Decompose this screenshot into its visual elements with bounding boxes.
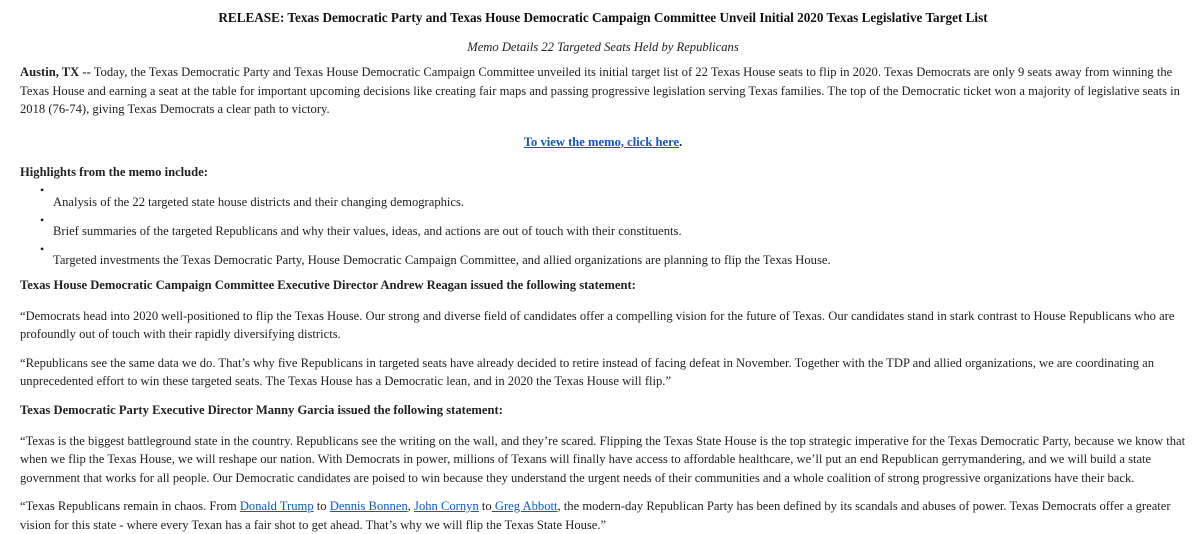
quote-text: to — [313, 499, 330, 513]
dateline: Austin, TX -- — [20, 65, 91, 79]
memo-link-row — [20, 119, 1186, 151]
bullet-icon: • — [40, 182, 45, 197]
lead-text: Today, the Texas Democratic Party and Texas House Democratic Campaign Committee unveiled its initial target list of 22 Texas House seats to flip in 2020. Texas Democrats are only 9 seats away from winning the Texas House and earning a seat at the table for important upcoming decisions like creating fair maps and passing progressive legislation serving Texas families. The top of the Democratic ticket won a majority of legislative seats in 2018 (76-74), giving Texas Democrats a clear path to victory. — [20, 65, 1180, 116]
reagan-quote-2: “Republicans see the same data we do. That’s why five Republicans in targeted seats have already decided to retire instead of facing defeat in November. Together with the TDP and allied organizations, we are coordinating an unprecedented effort to win these targeted seats. The Texas House has a Democratic lean, and in 2020 the Texas House will flip.” — [20, 355, 1155, 388]
highlights-heading: Highlights from the memo include: — [20, 164, 208, 179]
release-title: RELEASE: Texas Democratic Party and Texas House Democratic Campaign Committee Unveil Initial 2020 Texas Legislative Target List — [218, 10, 988, 25]
quote-text: “Texas Republicans remain in chaos. From — [20, 499, 240, 513]
reagan-statement-heading: Texas House Democratic Campaign Committee Executive Director Andrew Reagan issued the following statement: — [20, 277, 636, 292]
bullet-icon: • — [40, 212, 45, 227]
reagan-quote-1: “Democrats head into 2020 well-positioned to flip the Texas House. Our strong and diverse field of candidates offer a compelling vision for the future of Texas. Our candidates stand in stark contrast to House Republicans who are profoundly out of touch with their rapidly diversifying districts. — [20, 308, 1175, 341]
memo-link[interactable]: To view the memo, click here — [523, 134, 680, 149]
highlights-list — [20, 181, 1186, 269]
quote-text: , the modern-day Republican Party has been defined by its scandals and abuses of power. Texas Democrats offer a greater vision for this state - where every Texan has a fair shot to get ahead. That’s why we will flip the Texas State House.” — [20, 499, 1171, 532]
list-item — [40, 181, 1186, 211]
dennis-bonnen-link[interactable]: Dennis Bonnen — [329, 499, 408, 513]
list-item-text: Brief summaries of the targeted Republicans and why their values, ideas, and actions are out of touch with their constituents. — [53, 223, 682, 238]
greg-abbott-link[interactable]: Greg Abbott — [491, 499, 558, 513]
release-subtitle: Memo Details 22 Targeted Seats Held by Republicans — [467, 40, 739, 54]
memo-link-period: . — [679, 134, 683, 149]
bullet-icon: • — [40, 241, 45, 256]
list-item — [40, 211, 1186, 240]
donald-trump-link[interactable]: Donald Trump — [239, 499, 314, 513]
list-item-text: Targeted investments the Texas Democratic Party, House Democratic Campaign Committee, and allied organizations are planning to flip the Texas House. — [53, 252, 831, 267]
garcia-quote-1: “Texas is the biggest battleground state in the country. Republicans see the writing on the wall, and they’re scared. Flipping the Texas State House is the top strategic imperative for the Texas Democratic Party, because we know that when we flip the Texas House, we will reshape our nation. With Democrats in power, millions of Texans will finally have access to affordable healthcare, we’ll put an end Republican gerrymandering, and we will build a state government that works for all people. Our Democratic candidates are poised to win because they understand the urgent needs of their communities and a whole coalition of strong progressive organizations have their back. — [20, 433, 1186, 485]
john-cornyn-link[interactable]: John Cornyn — [414, 499, 479, 513]
list-item — [40, 240, 1186, 269]
list-item-text: Analysis of the 22 targeted state house districts and their changing demographics. — [53, 194, 465, 209]
quote-text: to — [478, 499, 492, 513]
quote-text: , — [407, 499, 415, 513]
lead-paragraph — [20, 56, 1186, 119]
garcia-statement-heading: Texas Democratic Party Executive Director Manny Garcia issued the following statement: — [20, 402, 503, 417]
